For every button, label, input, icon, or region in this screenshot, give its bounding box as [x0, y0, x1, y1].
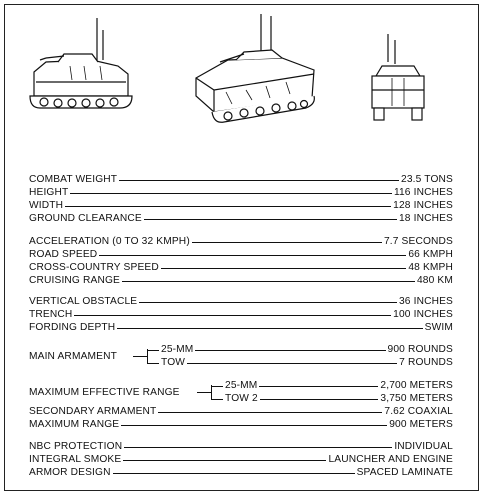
spec-label: ARMOR DESIGN [29, 467, 111, 478]
spec-row-nbc-protection [29, 441, 453, 453]
spec-row-integral-smoke [29, 454, 453, 466]
spec-row-vertical-obstacle [29, 296, 453, 308]
leader-line [113, 473, 355, 474]
leader-line [158, 412, 382, 413]
spec-value: 3,750 METERS [380, 393, 453, 404]
leader-line [144, 219, 397, 220]
spec-value: 23.5 TONS [401, 174, 453, 185]
leader-line [139, 302, 397, 303]
spec-row-maximum-range [29, 419, 453, 431]
leader-line [195, 350, 385, 351]
spec-value: INDIVIDUAL [394, 441, 453, 452]
vehicle-three-quarter-view-icon [196, 14, 314, 122]
spec-value: 128 INCHES [393, 200, 453, 211]
leader-line [122, 281, 415, 282]
spec-value: 100 INCHES [393, 309, 453, 320]
vehicle-front-view-icon [372, 34, 424, 120]
max-effective-range-row-25mm [211, 380, 453, 392]
spec-value: 66 KMPH [408, 249, 453, 260]
spec-label: ACCELERATION (0 TO 32 KMPH) [29, 236, 190, 247]
spec-label: WIDTH [29, 200, 64, 211]
spec-row-cross-country-speed [29, 262, 453, 274]
spec-value: 480 KM [416, 275, 453, 286]
leader-line [121, 425, 387, 426]
spec-label: TRENCH [29, 309, 73, 320]
spec-label: CRUISING RANGE [29, 275, 120, 286]
spec-row-width [29, 200, 453, 212]
spec-row-trench [29, 309, 453, 321]
leader-line [124, 447, 392, 448]
leader-line [65, 206, 391, 207]
spec-value: 7.7 SECONDS [383, 236, 453, 247]
spec-label: SECONDARY ARMAMENT [29, 406, 157, 417]
spec-label: FORDING DEPTH [29, 322, 116, 333]
spec-value: 7 ROUNDS [399, 357, 453, 368]
spec-value: 2,700 METERS [380, 380, 453, 391]
spec-value: 7.62 COAXIAL [384, 406, 453, 417]
spec-row-cruising-range [29, 275, 453, 287]
spec-row-ground-clearance [29, 213, 453, 225]
leader-line [211, 386, 223, 387]
sub-label: 25-MM [161, 344, 194, 355]
spec-label: ROAD SPEED [29, 249, 98, 260]
main-armament-row-tow [147, 357, 453, 369]
leader-line [259, 386, 378, 387]
spec-row-height [29, 187, 453, 199]
main-armament-row-25mm [147, 344, 453, 356]
spec-label: INTEGRAL SMOKE [29, 454, 122, 465]
sub-label: TOW [161, 357, 186, 368]
leader-line [211, 399, 223, 400]
spec-row-combat-weight [29, 174, 453, 186]
spec-label: GROUND CLEARANCE [29, 213, 142, 224]
leader-line [123, 460, 326, 461]
max-effective-range-label: MAXIMUM EFFECTIVE RANGE [29, 386, 180, 398]
leader-line [192, 242, 382, 243]
leader-line [147, 350, 159, 351]
spec-row-road-speed [29, 249, 453, 261]
spec-value: 36 INCHES [398, 296, 453, 307]
spec-label: HEIGHT [29, 187, 69, 198]
leader-line [70, 193, 392, 194]
leader-line [74, 315, 391, 316]
leader-line [260, 399, 379, 400]
leader-line [161, 268, 407, 269]
leader-line [117, 328, 422, 329]
spec-label: COMBAT WEIGHT [29, 174, 118, 185]
spec-label: CROSS-COUNTRY SPEED [29, 262, 159, 273]
main-armament-label: MAIN ARMAMENT [29, 350, 117, 362]
spec-row-acceleration [29, 236, 453, 248]
sub-label: 25-MM [225, 380, 258, 391]
leader-line [187, 363, 397, 364]
leader-line [99, 255, 406, 256]
spec-value: LAUNCHER AND ENGINE [328, 454, 453, 465]
leader-line [147, 363, 159, 364]
spec-row-armor-design [29, 467, 453, 479]
spec-label: NBC PROTECTION [29, 441, 123, 452]
spec-value: 900 METERS [389, 419, 453, 430]
vehicle-illustrations [0, 0, 485, 140]
spec-label: MAXIMUM RANGE [29, 419, 120, 430]
spec-label: VERTICAL OBSTACLE [29, 296, 138, 307]
spec-value: 48 KMPH [408, 262, 453, 273]
leader-line [119, 180, 399, 181]
spec-row-fording-depth [29, 322, 453, 334]
bracket-stem [197, 392, 211, 393]
max-effective-range-row-tow2 [211, 393, 453, 405]
spec-row-secondary-armament [29, 406, 453, 418]
bracket-stem [133, 356, 147, 357]
spec-value: SPACED LAMINATE [356, 467, 453, 478]
spec-value: 18 INCHES [398, 213, 453, 224]
spec-value: 116 INCHES [393, 187, 453, 198]
vehicle-side-view-icon [30, 18, 132, 108]
spec-value: SWIM [424, 322, 453, 333]
spec-value: 900 ROUNDS [387, 344, 453, 355]
sub-label: TOW 2 [225, 393, 258, 404]
